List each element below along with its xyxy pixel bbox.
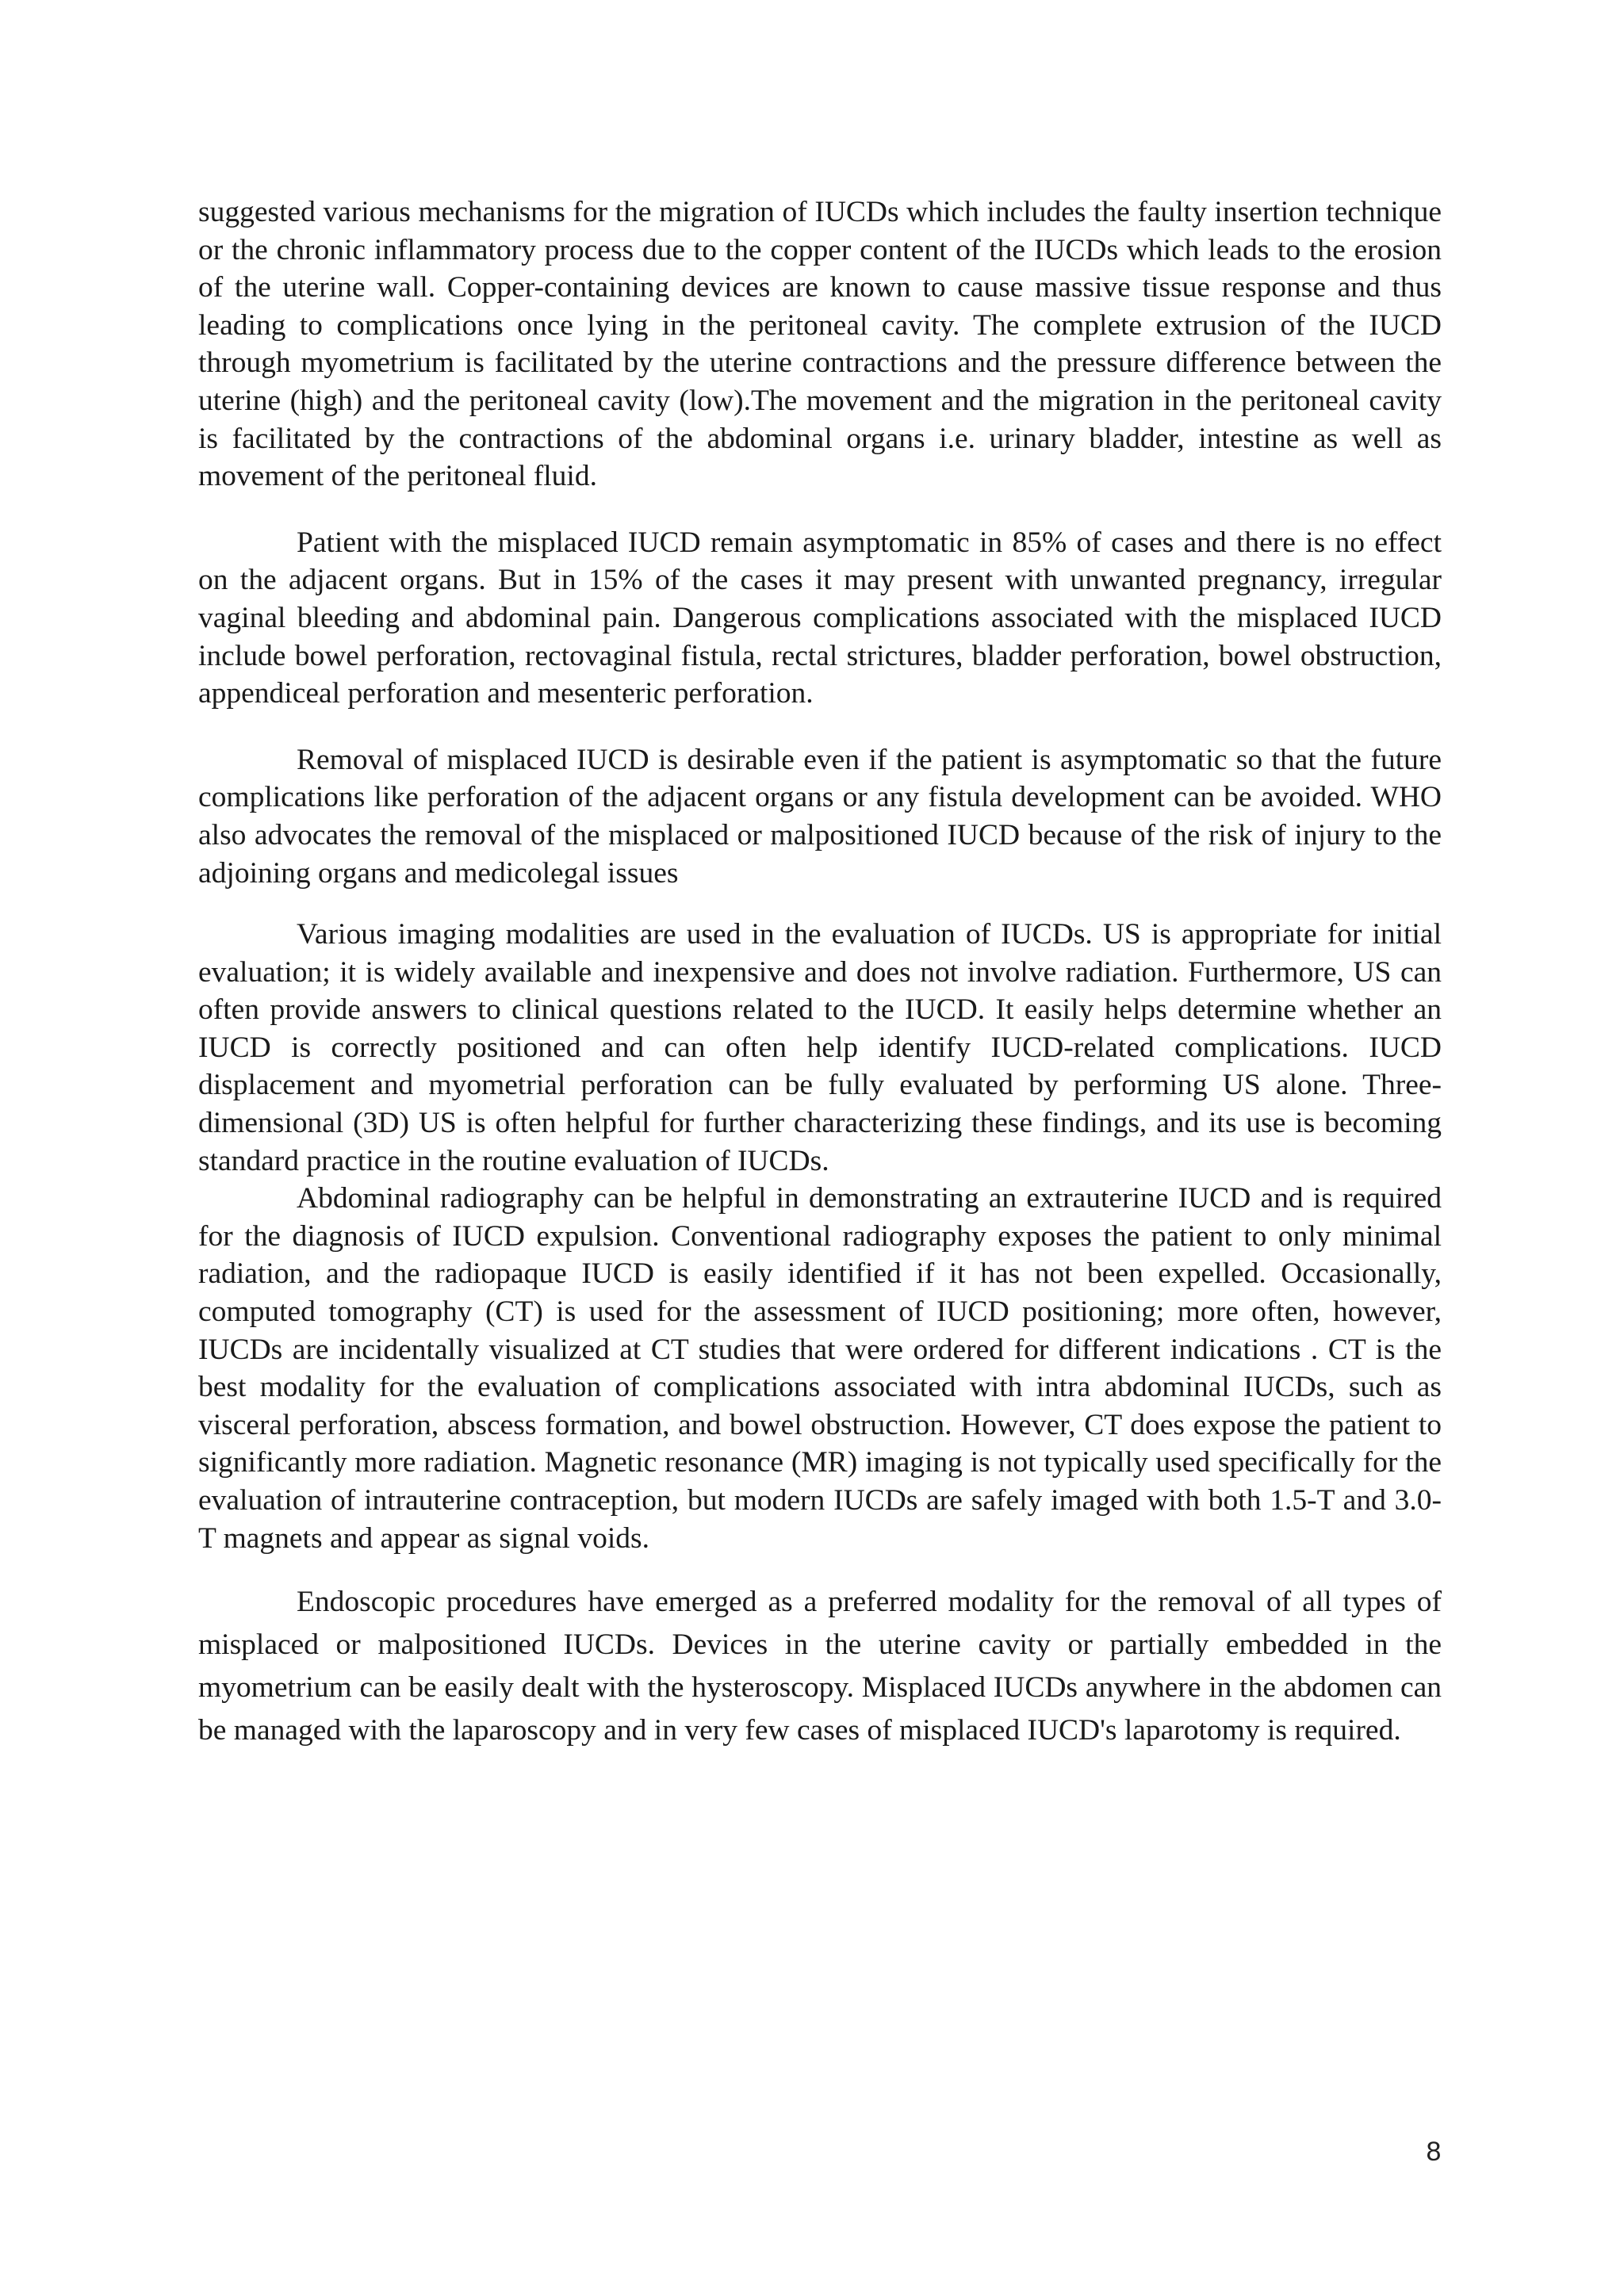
- page-body: [198, 193, 1442, 1752]
- paragraph-misplaced-iucd-symptoms: Patient with the misplaced IUCD remain asymptomatic in 85% of cases and there is no effect on the adjacent organs. But in 15% of the cases it may present with unwanted pregnancy, irregular vaginal bleeding and abdominal pain. Dangerous complications associated with the misplaced IUCD include bowel perforation, rectovaginal fistula, rectal strictures, bladder perforation, bowel obstruction, appendiceal perforation and mesenteric perforation.: [198, 526, 1442, 710]
- paragraph-iucd-migration-mechanisms: suggested various mechanisms for the migration of IUCDs which includes the faulty insertion technique or the chronic inflammatory process due to the copper content of the IUCDs which leads to the erosion of the uterine wall. Copper-containing devices are known to cause massive tissue response and thus leading to complications once lying in the peritoneal cavity. The complete extrusion of the IUCD through myometrium is facilitated by the uterine contractions and the pressure difference between the uterine (high) and the peritoneal cavity (low).The movement and the migration in the peritoneal cavity is facilitated by the contractions of the abdominal organs i.e. urinary bladder, intestine as well as movement of the peritoneal fluid.: [198, 196, 1442, 493]
- paragraph-endoscopic-procedures: Endoscopic procedures have emerged as a preferred modality for the removal of all types of misplaced or malpositioned IUCDs. Devices in the uterine cavity or partially embedded in the myometrium can be easily dealt with the hysteroscopy. Misplaced IUCDs anywhere in the abdomen can be managed with the laparoscopy and in very few cases of misplaced IUCD's laparotomy is required.: [198, 1586, 1442, 1747]
- paragraph-imaging-modalities: Various imaging modalities are used in the evaluation of IUCDs. US is appropriate for initial evaluation; it is widely available and inexpensive and does not involve radiation. Furthermore, US can often provide answers to clinical questions related to the IUCD. It easily helps determine whether an IUCD is correctly positioned and can often help identify IUCD-related complications. IUCD displacement and myometrial perforation can be fully evaluated by performing US alone. Three-dimensional (3D) US is often helpful for further characterizing these findings, and its use is becoming standard practice in the routine evaluation of IUCDs.: [198, 918, 1442, 1177]
- paragraph-iucd-removal: Removal of misplaced IUCD is desirable even if the patient is asymptomatic so that the future complications like perforation of the adjacent organs or any fistula development can be avoided. WHO also advocates the removal of the misplaced or malpositioned IUCD because of the risk of injury to the adjoining organs and medicolegal issues: [198, 743, 1442, 890]
- paragraph-radiography-ct-mr: Abdominal radiography can be helpful in demonstrating an extrauterine IUCD and is required for the diagnosis of IUCD expulsion. Conventional radiography exposes the patient to only minimal radiation, and the radiopaque IUCD is easily identified if it has not been expelled. Occasionally, computed tomography (CT) is used for the assessment of IUCD positioning; more often, however, IUCDs are incidentally visualized at CT studies that were ordered for different indications . CT is the best modality for the evaluation of complications associated with intra abdominal IUCDs, such as visceral perforation, abscess formation, and bowel obstruction. However, CT does expose the patient to significantly more radiation. Magnetic resonance (MR) imaging is not typically used specifically for the evaluation of intrauterine contraception, but modern IUCDs are safely imaged with both 1.5-T and 3.0-T magnets and appear as signal voids.: [198, 1182, 1442, 1555]
- page-number: 8: [1426, 2137, 1442, 2167]
